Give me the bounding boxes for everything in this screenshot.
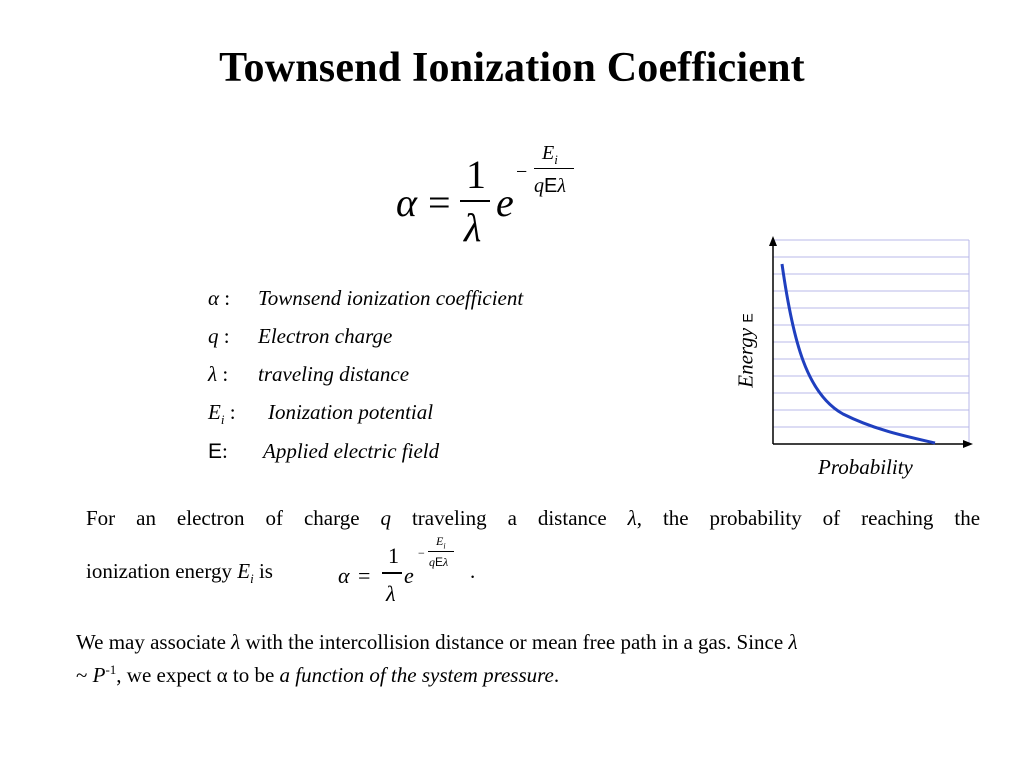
- x-axis-arrow: [963, 440, 973, 448]
- paragraph-1-period: .: [470, 559, 476, 583]
- formula-exp-denominator: qEλ: [534, 175, 567, 197]
- formula-fraction-bar: [460, 200, 490, 202]
- inline-formula: α = 1 λ e − $E_i$ qEλ: [338, 532, 468, 612]
- paragraph-2-line-2: ~ $P^{-1}$, we expect α to be a function of the system pressure.: [76, 662, 560, 687]
- paragraph-1-line-1: For an electron of charge q traveling a distance λ, the probability of reaching the: [86, 506, 981, 530]
- definition-alpha: α : Townsend ionization coefficient: [208, 286, 524, 310]
- main-formula: [396, 140, 596, 250]
- graph-y-label: Energy E: [733, 313, 758, 388]
- definition-q: q : Electron charge: [208, 324, 393, 348]
- paragraph-1-line-2: ionization energy $E_i$ is: [86, 559, 273, 587]
- formula-exp-numerator: $E_i$: [542, 142, 558, 167]
- definition-ei: $E_i$ : Ionization potential: [208, 400, 434, 428]
- graph-x-label: Probability: [818, 455, 913, 479]
- graph-grid: [773, 240, 969, 444]
- paragraph-2-line-1: We may associate λ with the intercollision distance or mean free path in a gas. Since λ: [76, 630, 798, 654]
- page-title: Townsend Ionization Coefficient: [219, 45, 805, 91]
- formula-alpha: α: [396, 180, 417, 225]
- formula-numerator: 1: [466, 152, 486, 197]
- definition-e-field: E: Applied electric field: [208, 439, 440, 463]
- definition-lambda: λ : traveling distance: [208, 362, 410, 386]
- formula-denominator: λ: [464, 205, 482, 250]
- formula-exp-fraction-bar: [534, 168, 574, 169]
- formula-exp-minus: −: [516, 161, 528, 183]
- formula-base-e: e: [496, 180, 514, 225]
- formula-equals: =: [428, 180, 451, 225]
- y-axis-arrow: [769, 236, 777, 246]
